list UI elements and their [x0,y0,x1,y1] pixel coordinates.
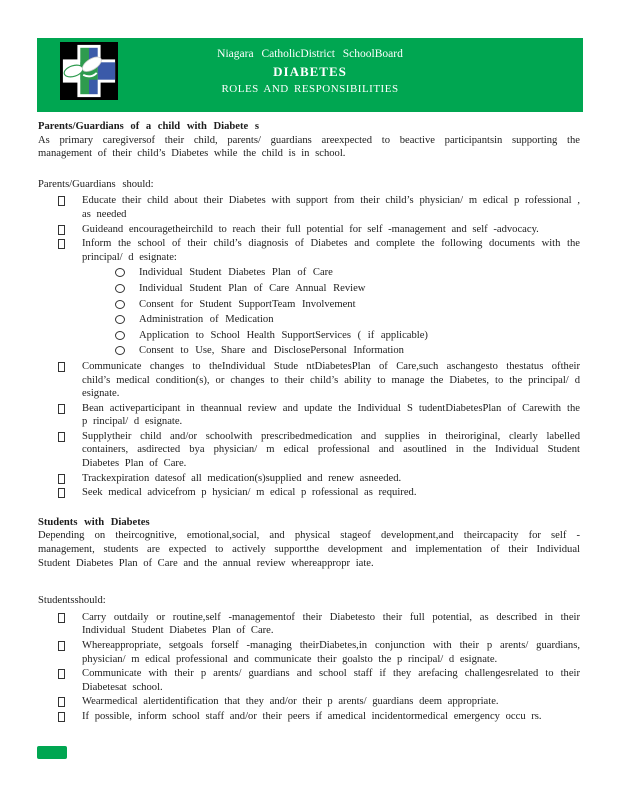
square-bullet-icon [58,404,65,414]
list-item [58,194,580,221]
list-item [58,695,580,709]
circle-bullet-icon [115,284,125,293]
square-bullet-icon [58,669,65,679]
document-subtitle: ROLES AND RESPONSIBILITIES [221,82,399,95]
parents-lead-in: Parents/Guardians should: [38,178,154,190]
sub-bullet-text: Individual Student Plan of Care Annual Review [139,282,366,294]
sub-list-item [115,266,580,280]
sub-list-item [115,329,580,343]
square-bullet-icon [58,712,65,722]
square-bullet-icon [58,239,65,249]
bullet-text: Trackexpiration datesof all medication(s)supplied and renew asneeded. [82,472,402,484]
bullet-text: Carry outdaily or routine,self -managementof their Diabetesto their full potential, as described in their Individual Student Diabetes Plan of Care. [82,611,580,637]
sub-list-item [115,344,580,358]
bullet-text: Seek medical advicefrom p hysician/ m edical p rofessional as required. [82,487,417,499]
bullet-text: Supplytheir child and/or schoolwith prescribedmedication and supplies in theiroriginal, clearly labelled containers, asdirected bya physician/ m edical professional and asoutlined in the Individual Student Diabetes Plan of Care. [82,430,580,470]
students-bullet-list [38,611,580,724]
header-banner [37,38,583,112]
sub-bullet-text: Consent for Student SupportTeam Involvement [139,298,356,310]
square-bullet-icon [58,613,65,623]
section-heading-students: Students with Diabetes [38,516,150,528]
bullet-text: Guideand encouragetheirchild to reach their full potential for self -management and self -advocacy. [82,223,539,235]
list-item [58,360,580,401]
bullet-text: Wearmedical alertidentification that they and/or their p arents/ guardians deem appropriate. [82,696,499,708]
footer-green-mark [37,746,67,759]
list-item [58,472,580,486]
circle-bullet-icon [115,346,125,355]
list-item [58,667,580,694]
sub-bullet-text: Consent to Use, Share and DisclosePersonal Information [139,345,404,357]
square-bullet-icon [58,362,65,372]
bullet-text: If possible, inform school staff and/or their peers if amedical incidentormedical emergency occu rs. [82,710,542,722]
list-item [58,611,580,638]
bullet-text: Bean activeparticipant in theannual review and update the Individual S tudentDiabetesPlan of Carewith the p rincipal/ d esignate. [82,402,580,428]
circle-bullet-icon [115,315,125,324]
square-bullet-icon [58,225,65,235]
bullet-text: Inform the school of their child’s diagnosis of Diabetes and complete the following documents with the principal/ d esignate: [82,238,580,263]
org-name: Niagara CatholicDistrict SchoolBoard [217,48,403,60]
square-bullet-icon [58,432,65,442]
bullet-text: Communicate changes to theIndividual Stude ntDiabetesPlan of Care,such aschangesto thestatus oftheir child’s medical condition(s), or changes to their child’s ability to manage the Diabetes, to the principal/ d esignate. [82,360,580,400]
sub-bullet-text: Administration of Medication [139,314,274,326]
square-bullet-icon [58,641,65,651]
banner-text [37,46,583,97]
parents-intro-paragraph: As primary caregiversof their child, parents/ guardians areexpected to beactive participantsin supporting the management of their child’s Diabetes while the child is in school. [38,134,580,160]
sub-bullet-text: Application to School Health SupportServices ( if applicable) [139,329,428,341]
sub-list-item [115,313,580,327]
parents-bullet-list [38,194,580,499]
students-intro-paragraph: Depending on theircognitive, emotional,social, and physical stageof development,and theircapacity for self - management, students are expected to actively supportthe development and implementation of their Individual Student Diabetes Plan of Care and the annual review whereappropr iate. [38,530,580,569]
square-bullet-icon [58,488,65,498]
sub-bullet-text: Individual Student Diabetes Plan of Care [139,267,333,279]
circle-bullet-icon [115,268,125,277]
list-item [58,710,580,724]
bullet-text: Educate their child about their Diabetes with support from their child’s physician/ m edical p rofessional , as needed [82,195,580,220]
list-item [58,402,580,429]
section-heading-parents: Parents/Guardians of a child with Diabete s [38,121,259,132]
list-item [58,486,580,500]
sub-list-item [115,282,580,296]
list-item [58,223,580,237]
list-item [58,237,580,264]
list-item [58,430,580,471]
square-bullet-icon [58,697,65,707]
list-item [58,639,580,666]
sub-list-item [115,298,580,312]
square-bullet-icon [58,474,65,484]
document-body [38,120,580,725]
circle-bullet-icon [115,300,125,309]
sub-bullet-list [115,266,580,358]
document-title: DIABETES [273,63,347,79]
bullet-text: Whereappropriate, setgoals forself -managing theirDiabetes,in conjunction with their p arents/ guardians, physician/ m edical professional and communicate their goalsto the p rincipal/ d esignate. [82,640,580,665]
circle-bullet-icon [115,331,125,340]
square-bullet-icon [58,196,65,206]
bullet-text: Communicate with their p arents/ guardians and school staff if they arefacing challengesrelated to their Diabetesat school. [82,668,580,693]
students-lead-in: Studentsshould: [38,595,106,607]
